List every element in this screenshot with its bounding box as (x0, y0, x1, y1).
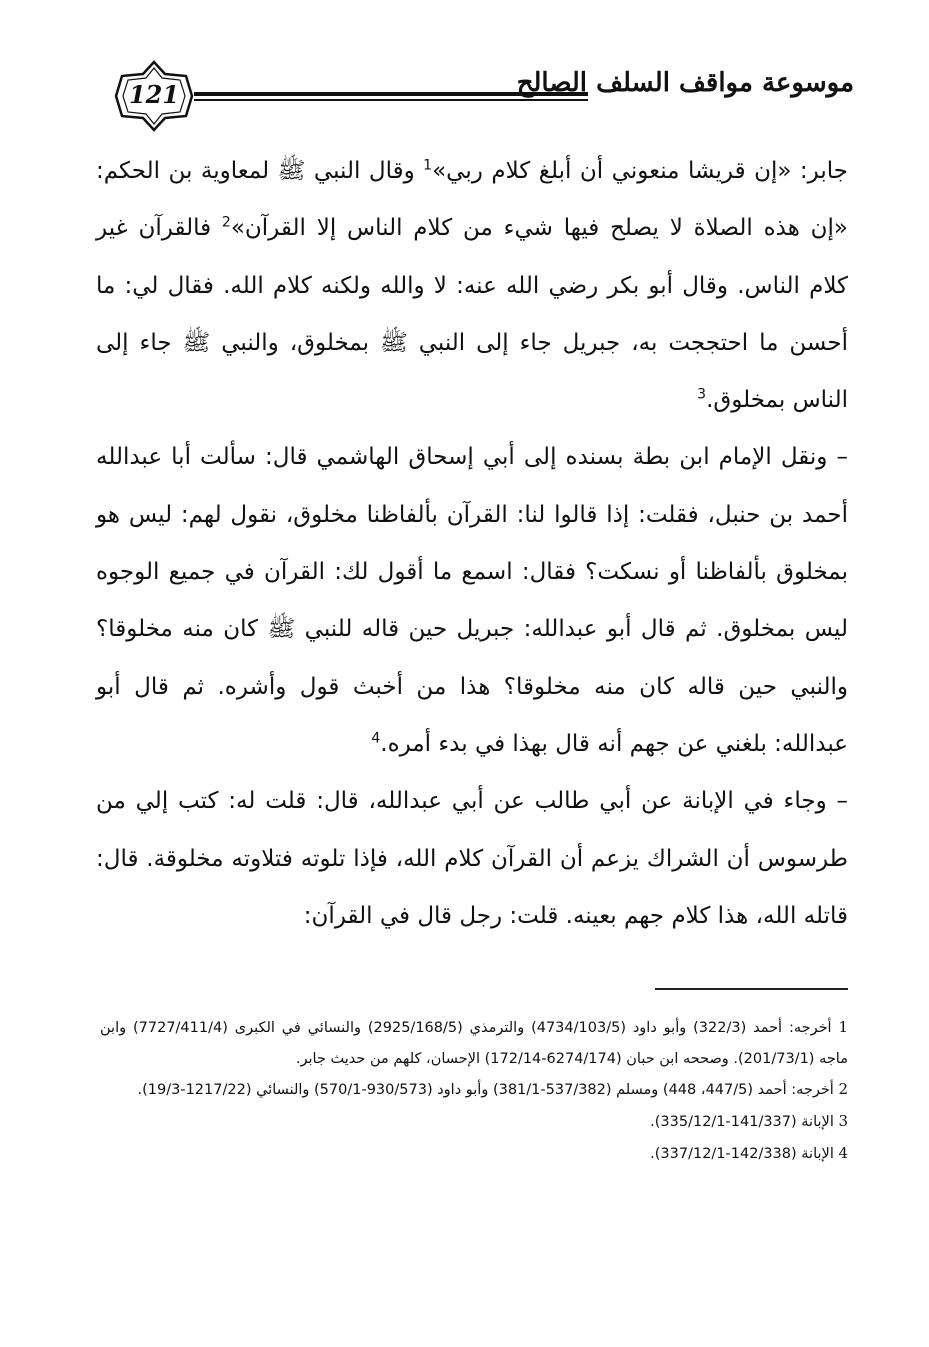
footnote-number: 1 (838, 1018, 848, 1036)
page-header (100, 58, 856, 138)
footnote (100, 1138, 848, 1170)
footnote-number: 2 (838, 1080, 848, 1099)
text-run: جابر: «إن قريشا منعوني أن أبلغ كلام ربي» (432, 158, 848, 184)
footnote-ref[interactable]: 3 (697, 386, 707, 403)
text-run: فالقرآن غير كلام الناس. وقال أبو بكر رضي الله عنه: لا والله ولكنه كلام الله. فقال لي: ما أحسن ما احتججت به، جبريل جاء إلى النبي ﷺ بمخلوق، والنبي ﷺ جاء إلى الناس بمخلوق. (96, 215, 848, 414)
footnote-text: أخرجه: أحمد (447/5، 448) ومسلم (537/382-381/1) وأبو داود (930/573-570/1) والنسائي (1217/22-19/3). (137, 1082, 834, 1099)
footnote-text: الإبانة (142/338-337/12/1). (650, 1145, 834, 1162)
footnote-ref[interactable]: 1 (423, 157, 433, 174)
footnote (100, 1012, 848, 1074)
series-title: موسوعة مواقف السلف الصالح (516, 68, 854, 98)
header-rule-bottom (194, 99, 588, 101)
footnote-text: الإبانة (141/337-335/12/1). (650, 1114, 834, 1131)
footnote (100, 1074, 848, 1106)
text-run: – وجاء في الإبانة عن أبي طالب عن أبي عبدالله، قال: قلت له: كتب إلي من طرسوس أن الشراك يزعم أن القرآن كلام الله، فإذا تلوته فتلاوته مخلوقة. قال: قاتله الله، هذا كلام جهم بعينه. قلت: رجل قال في القرآن: (96, 788, 848, 929)
footnote-separator (655, 988, 848, 990)
footnote (100, 1106, 848, 1138)
footnotes (100, 1012, 848, 1170)
paragraph (96, 773, 848, 945)
footnote-ref[interactable]: 4 (371, 730, 381, 747)
footnote-number: 3 (838, 1112, 848, 1131)
footnote-text: أخرجه: أحمد (322/3) وأبو داود (4734/103/5) والترمذي (2925/168/5) والنسائي في الكبرى (7727/411/4) وابن ماجه (201/73/1). وصححه ابن حبان (6274/174-172/14) الإحسان، كلهم من حديث جابر. (100, 1020, 848, 1067)
footnote-ref[interactable]: 2 (221, 214, 231, 231)
paragraph (96, 143, 848, 429)
text-run: – ونقل الإمام ابن بطة بسنده إلى أبي إسحاق الهاشمي قال: سألت أبا عبدالله أحمد بن حنبل، فقلت: إذا قالوا لنا: القرآن بألفاظنا مخلوق، نقول لهم: ليس هو بمخلوق بألفاظنا أو نسكت؟ فقال: اسمع ما أقول لك: القرآن في جميع الوجوه ليس بمخلوق. ثم قال أبو عبدالله: جبريل حين قاله للنبي ﷺ كان منه مخلوقا؟ والنبي حين قاله كان منه مخلوقا؟ هذا من أخبث قول وأشره. ثم قال أبو عبدالله: بلغني عن جهم أنه قال بهذا في بدء أمره. (96, 444, 848, 757)
footnote-number: 4 (838, 1143, 848, 1162)
main-text (96, 143, 848, 945)
text-run: وقال النبي ﷺ لمعاوية بن الحكم: «إن هذه الصلاة لا يصلح فيها شيء من كلام الناس إلا القرآن» (96, 158, 848, 242)
page-number: 121 (128, 80, 180, 109)
paragraph (96, 429, 848, 773)
